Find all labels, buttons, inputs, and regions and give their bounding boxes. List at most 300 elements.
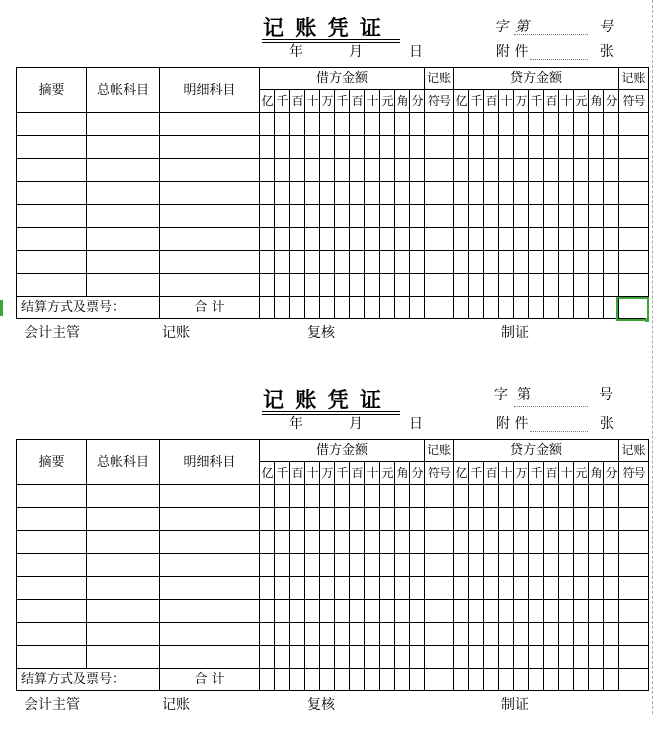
entry-cell[interactable] (305, 205, 320, 228)
entry-cell[interactable] (320, 554, 335, 577)
entry-cell[interactable] (574, 600, 589, 623)
entry-cell[interactable] (395, 508, 410, 531)
entry-cell[interactable] (275, 274, 290, 297)
entry-cell[interactable] (574, 508, 589, 531)
entry-cell[interactable] (335, 600, 350, 623)
entry-cell[interactable] (425, 623, 454, 646)
entry-cell[interactable] (275, 136, 290, 159)
entry-cell[interactable] (160, 136, 260, 159)
entry-cell[interactable] (260, 600, 275, 623)
total-cell[interactable] (335, 669, 350, 691)
total-cell[interactable] (589, 669, 604, 691)
entry-cell[interactable] (469, 600, 484, 623)
entry-cell[interactable] (529, 205, 544, 228)
entry-cell[interactable] (514, 113, 529, 136)
entry-cell[interactable] (469, 554, 484, 577)
entry-cell[interactable] (290, 623, 305, 646)
entry-cell[interactable] (559, 274, 574, 297)
entry-cell[interactable] (365, 623, 380, 646)
entry-cell[interactable] (260, 228, 275, 251)
attachment-count-field[interactable] (530, 59, 588, 60)
entry-cell[interactable] (290, 531, 305, 554)
entry-cell[interactable] (275, 554, 290, 577)
entry-cell[interactable] (260, 159, 275, 182)
entry-cell[interactable] (410, 113, 425, 136)
entry-cell[interactable] (335, 113, 350, 136)
entry-cell[interactable] (305, 251, 320, 274)
entry-cell[interactable] (275, 228, 290, 251)
entry-cell[interactable] (275, 508, 290, 531)
entry-cell[interactable] (350, 508, 365, 531)
entry-cell[interactable] (275, 159, 290, 182)
entry-cell[interactable] (499, 136, 514, 159)
entry-cell[interactable] (320, 646, 335, 669)
entry-cell[interactable] (499, 577, 514, 600)
entry-cell[interactable] (335, 251, 350, 274)
entry-cell[interactable] (260, 623, 275, 646)
entry-cell[interactable] (425, 228, 454, 251)
entry-cell[interactable] (335, 182, 350, 205)
entry-cell[interactable] (559, 646, 574, 669)
entry-cell[interactable] (87, 159, 160, 182)
entry-cell[interactable] (275, 600, 290, 623)
entry-cell[interactable] (275, 577, 290, 600)
entry-cell[interactable] (320, 205, 335, 228)
entry-cell[interactable] (365, 600, 380, 623)
entry-cell[interactable] (290, 485, 305, 508)
entry-cell[interactable] (305, 531, 320, 554)
entry-cell[interactable] (305, 554, 320, 577)
entry-cell[interactable] (619, 623, 649, 646)
entry-cell[interactable] (514, 159, 529, 182)
entry-cell[interactable] (410, 182, 425, 205)
total-cell[interactable] (454, 297, 469, 319)
entry-cell[interactable] (574, 205, 589, 228)
entry-cell[interactable] (320, 159, 335, 182)
entry-cell[interactable] (410, 554, 425, 577)
entry-cell[interactable] (17, 623, 87, 646)
entry-cell[interactable] (305, 136, 320, 159)
entry-cell[interactable] (559, 205, 574, 228)
entry-cell[interactable] (484, 508, 499, 531)
entry-cell[interactable] (469, 182, 484, 205)
entry-cell[interactable] (499, 251, 514, 274)
entry-cell[interactable] (454, 274, 469, 297)
entry-cell[interactable] (410, 274, 425, 297)
entry-cell[interactable] (335, 136, 350, 159)
entry-cell[interactable] (559, 531, 574, 554)
entry-cell[interactable] (87, 274, 160, 297)
entry-cell[interactable] (290, 251, 305, 274)
total-cell[interactable] (350, 669, 365, 691)
entry-cell[interactable] (499, 182, 514, 205)
entry-cell[interactable] (350, 113, 365, 136)
entry-cell[interactable] (410, 623, 425, 646)
entry-cell[interactable] (275, 113, 290, 136)
entry-cell[interactable] (604, 113, 619, 136)
entry-cell[interactable] (395, 646, 410, 669)
entry-cell[interactable] (469, 205, 484, 228)
entry-cell[interactable] (410, 508, 425, 531)
entry-cell[interactable] (335, 508, 350, 531)
entry-cell[interactable] (260, 554, 275, 577)
entry-cell[interactable] (160, 485, 260, 508)
entry-cell[interactable] (514, 554, 529, 577)
entry-cell[interactable] (454, 251, 469, 274)
entry-cell[interactable] (305, 182, 320, 205)
entry-cell[interactable] (559, 577, 574, 600)
entry-cell[interactable] (410, 228, 425, 251)
entry-cell[interactable] (454, 577, 469, 600)
entry-cell[interactable] (290, 182, 305, 205)
entry-cell[interactable] (160, 600, 260, 623)
entry-cell[interactable] (320, 485, 335, 508)
entry-cell[interactable] (454, 136, 469, 159)
entry-cell[interactable] (87, 182, 160, 205)
entry-cell[interactable] (499, 159, 514, 182)
total-cell[interactable] (290, 669, 305, 691)
entry-cell[interactable] (514, 136, 529, 159)
entry-cell[interactable] (469, 228, 484, 251)
entry-cell[interactable] (290, 274, 305, 297)
entry-cell[interactable] (160, 113, 260, 136)
entry-cell[interactable] (589, 554, 604, 577)
entry-cell[interactable] (574, 646, 589, 669)
total-cell[interactable] (469, 297, 484, 319)
entry-cell[interactable] (350, 205, 365, 228)
total-cell[interactable] (410, 297, 425, 319)
entry-cell[interactable] (380, 251, 395, 274)
entry-cell[interactable] (380, 274, 395, 297)
entry-cell[interactable] (514, 251, 529, 274)
entry-cell[interactable] (410, 485, 425, 508)
entry-cell[interactable] (499, 531, 514, 554)
entry-cell[interactable] (559, 113, 574, 136)
total-cell[interactable] (574, 669, 589, 691)
entry-cell[interactable] (544, 600, 559, 623)
total-cell[interactable] (335, 297, 350, 319)
total-cell[interactable] (260, 297, 275, 319)
entry-cell[interactable] (544, 136, 559, 159)
entry-cell[interactable] (395, 113, 410, 136)
entry-cell[interactable] (499, 228, 514, 251)
entry-cell[interactable] (87, 508, 160, 531)
entry-cell[interactable] (320, 274, 335, 297)
entry-cell[interactable] (574, 113, 589, 136)
entry-cell[interactable] (275, 251, 290, 274)
entry-cell[interactable] (425, 251, 454, 274)
entry-cell[interactable] (484, 600, 499, 623)
entry-cell[interactable] (350, 136, 365, 159)
entry-cell[interactable] (87, 646, 160, 669)
entry-cell[interactable] (87, 600, 160, 623)
entry-cell[interactable] (350, 623, 365, 646)
entry-cell[interactable] (380, 577, 395, 600)
entry-cell[interactable] (589, 485, 604, 508)
entry-cell[interactable] (499, 554, 514, 577)
entry-cell[interactable] (305, 577, 320, 600)
entry-cell[interactable] (589, 646, 604, 669)
entry-cell[interactable] (275, 205, 290, 228)
entry-cell[interactable] (484, 182, 499, 205)
entry-cell[interactable] (619, 554, 649, 577)
entry-cell[interactable] (260, 508, 275, 531)
entry-cell[interactable] (514, 205, 529, 228)
entry-cell[interactable] (559, 485, 574, 508)
total-cell[interactable] (380, 669, 395, 691)
entry-cell[interactable] (544, 508, 559, 531)
entry-cell[interactable] (260, 485, 275, 508)
entry-cell[interactable] (17, 508, 87, 531)
entry-cell[interactable] (87, 577, 160, 600)
entry-cell[interactable] (559, 508, 574, 531)
entry-cell[interactable] (275, 182, 290, 205)
entry-cell[interactable] (335, 646, 350, 669)
entry-cell[interactable] (589, 577, 604, 600)
entry-cell[interactable] (395, 159, 410, 182)
entry-cell[interactable] (87, 623, 160, 646)
entry-cell[interactable] (365, 205, 380, 228)
entry-cell[interactable] (87, 228, 160, 251)
entry-cell[interactable] (365, 274, 380, 297)
total-cell[interactable] (484, 297, 499, 319)
entry-cell[interactable] (425, 274, 454, 297)
entry-cell[interactable] (410, 136, 425, 159)
entry-cell[interactable] (87, 531, 160, 554)
total-cell[interactable] (514, 669, 529, 691)
total-cell[interactable] (454, 669, 469, 691)
entry-cell[interactable] (604, 251, 619, 274)
entry-cell[interactable] (380, 508, 395, 531)
entry-cell[interactable] (469, 623, 484, 646)
entry-cell[interactable] (17, 205, 87, 228)
entry-cell[interactable] (559, 228, 574, 251)
entry-cell[interactable] (499, 600, 514, 623)
entry-cell[interactable] (619, 485, 649, 508)
entry-cell[interactable] (395, 577, 410, 600)
entry-cell[interactable] (365, 508, 380, 531)
total-cell[interactable] (559, 669, 574, 691)
entry-cell[interactable] (320, 623, 335, 646)
entry-cell[interactable] (380, 205, 395, 228)
entry-cell[interactable] (410, 577, 425, 600)
entry-cell[interactable] (17, 251, 87, 274)
entry-cell[interactable] (395, 205, 410, 228)
entry-cell[interactable] (484, 159, 499, 182)
entry-cell[interactable] (499, 508, 514, 531)
total-cell[interactable] (365, 669, 380, 691)
entry-cell[interactable] (380, 136, 395, 159)
entry-cell[interactable] (320, 113, 335, 136)
entry-cell[interactable] (320, 228, 335, 251)
entry-cell[interactable] (410, 205, 425, 228)
total-cell[interactable] (529, 297, 544, 319)
entry-cell[interactable] (604, 274, 619, 297)
total-cell[interactable] (290, 297, 305, 319)
entry-cell[interactable] (574, 159, 589, 182)
entry-cell[interactable] (589, 274, 604, 297)
entry-cell[interactable] (380, 113, 395, 136)
entry-cell[interactable] (395, 228, 410, 251)
total-cell[interactable] (380, 297, 395, 319)
voucher-number-field[interactable] (514, 406, 588, 407)
entry-cell[interactable] (469, 508, 484, 531)
entry-cell[interactable] (529, 485, 544, 508)
entry-cell[interactable] (454, 228, 469, 251)
entry-cell[interactable] (17, 577, 87, 600)
entry-cell[interactable] (454, 554, 469, 577)
entry-cell[interactable] (87, 136, 160, 159)
entry-cell[interactable] (574, 251, 589, 274)
entry-cell[interactable] (320, 508, 335, 531)
entry-cell[interactable] (469, 136, 484, 159)
entry-cell[interactable] (574, 485, 589, 508)
entry-cell[interactable] (544, 485, 559, 508)
entry-cell[interactable] (514, 531, 529, 554)
entry-cell[interactable] (335, 274, 350, 297)
entry-cell[interactable] (350, 485, 365, 508)
entry-cell[interactable] (350, 554, 365, 577)
entry-cell[interactable] (160, 205, 260, 228)
entry-cell[interactable] (260, 182, 275, 205)
total-cell[interactable] (529, 669, 544, 691)
entry-cell[interactable] (559, 554, 574, 577)
total-cell[interactable] (514, 297, 529, 319)
entry-cell[interactable] (380, 182, 395, 205)
entry-cell[interactable] (619, 600, 649, 623)
entry-cell[interactable] (559, 600, 574, 623)
entry-cell[interactable] (484, 623, 499, 646)
total-cell[interactable] (320, 297, 335, 319)
entry-cell[interactable] (425, 600, 454, 623)
entry-cell[interactable] (350, 274, 365, 297)
entry-cell[interactable] (544, 228, 559, 251)
entry-cell[interactable] (380, 600, 395, 623)
entry-cell[interactable] (260, 251, 275, 274)
entry-cell[interactable] (604, 623, 619, 646)
total-cell[interactable] (365, 297, 380, 319)
entry-cell[interactable] (469, 646, 484, 669)
entry-cell[interactable] (589, 600, 604, 623)
entry-cell[interactable] (454, 600, 469, 623)
entry-cell[interactable] (574, 228, 589, 251)
entry-cell[interactable] (425, 205, 454, 228)
entry-cell[interactable] (87, 554, 160, 577)
entry-cell[interactable] (350, 251, 365, 274)
entry-cell[interactable] (160, 623, 260, 646)
entry-cell[interactable] (454, 205, 469, 228)
entry-cell[interactable] (380, 623, 395, 646)
entry-cell[interactable] (380, 531, 395, 554)
entry-cell[interactable] (469, 485, 484, 508)
entry-cell[interactable] (160, 577, 260, 600)
entry-cell[interactable] (574, 182, 589, 205)
entry-cell[interactable] (395, 531, 410, 554)
entry-cell[interactable] (290, 577, 305, 600)
entry-cell[interactable] (604, 646, 619, 669)
entry-cell[interactable] (454, 531, 469, 554)
entry-cell[interactable] (305, 623, 320, 646)
total-cell[interactable] (425, 297, 454, 319)
entry-cell[interactable] (529, 274, 544, 297)
entry-cell[interactable] (544, 531, 559, 554)
entry-cell[interactable] (17, 531, 87, 554)
entry-cell[interactable] (260, 531, 275, 554)
entry-cell[interactable] (454, 159, 469, 182)
entry-cell[interactable] (410, 600, 425, 623)
entry-cell[interactable] (514, 577, 529, 600)
entry-cell[interactable] (17, 136, 87, 159)
entry-cell[interactable] (17, 113, 87, 136)
entry-cell[interactable] (365, 554, 380, 577)
total-cell[interactable] (544, 669, 559, 691)
entry-cell[interactable] (529, 136, 544, 159)
entry-cell[interactable] (260, 274, 275, 297)
entry-cell[interactable] (87, 251, 160, 274)
entry-cell[interactable] (305, 274, 320, 297)
entry-cell[interactable] (87, 205, 160, 228)
entry-cell[interactable] (604, 205, 619, 228)
entry-cell[interactable] (469, 274, 484, 297)
entry-cell[interactable] (335, 531, 350, 554)
entry-cell[interactable] (290, 136, 305, 159)
entry-cell[interactable] (484, 577, 499, 600)
total-cell[interactable] (574, 297, 589, 319)
entry-cell[interactable] (160, 159, 260, 182)
entry-cell[interactable] (514, 600, 529, 623)
attachment-count-field[interactable] (530, 431, 588, 432)
entry-cell[interactable] (395, 485, 410, 508)
entry-cell[interactable] (395, 600, 410, 623)
entry-cell[interactable] (589, 623, 604, 646)
entry-cell[interactable] (320, 600, 335, 623)
entry-cell[interactable] (290, 554, 305, 577)
total-cell[interactable] (260, 669, 275, 691)
entry-cell[interactable] (425, 554, 454, 577)
total-cell[interactable] (499, 669, 514, 691)
total-cell[interactable] (410, 669, 425, 691)
entry-cell[interactable] (604, 577, 619, 600)
entry-cell[interactable] (260, 205, 275, 228)
entry-cell[interactable] (335, 205, 350, 228)
entry-cell[interactable] (365, 531, 380, 554)
entry-cell[interactable] (454, 646, 469, 669)
entry-cell[interactable] (529, 623, 544, 646)
entry-cell[interactable] (544, 205, 559, 228)
entry-cell[interactable] (160, 646, 260, 669)
entry-cell[interactable] (619, 228, 649, 251)
entry-cell[interactable] (260, 136, 275, 159)
entry-cell[interactable] (589, 182, 604, 205)
entry-cell[interactable] (544, 113, 559, 136)
entry-cell[interactable] (469, 531, 484, 554)
entry-cell[interactable] (529, 182, 544, 205)
entry-cell[interactable] (305, 159, 320, 182)
entry-cell[interactable] (619, 113, 649, 136)
voucher-number-field[interactable] (514, 34, 588, 35)
entry-cell[interactable] (365, 136, 380, 159)
entry-cell[interactable] (395, 274, 410, 297)
entry-cell[interactable] (395, 251, 410, 274)
total-cell[interactable] (619, 669, 649, 691)
entry-cell[interactable] (425, 508, 454, 531)
total-cell[interactable] (425, 669, 454, 691)
entry-cell[interactable] (514, 485, 529, 508)
entry-cell[interactable] (365, 577, 380, 600)
entry-cell[interactable] (484, 228, 499, 251)
entry-cell[interactable] (469, 577, 484, 600)
entry-cell[interactable] (17, 274, 87, 297)
